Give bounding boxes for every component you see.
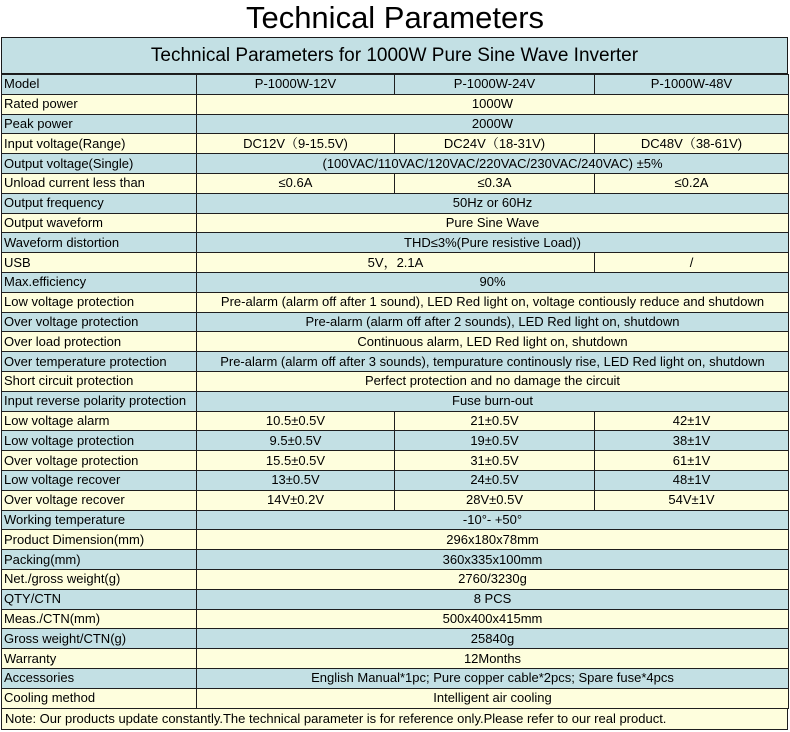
- row-label: Low voltage protection: [2, 292, 197, 312]
- row-label: Output voltage(Single): [2, 154, 197, 174]
- table-row: [2, 233, 789, 253]
- row-label: Warranty: [2, 649, 197, 669]
- table-row: [2, 470, 789, 490]
- table-row: [2, 352, 789, 372]
- row-label: Rated power: [2, 94, 197, 114]
- row-value: DC12V（9-15.5V): [197, 134, 395, 154]
- row-label: Net./gross weight(g): [2, 569, 197, 589]
- row-value: 13±0.5V: [197, 470, 395, 490]
- row-value: DC24V（18-31V): [395, 134, 595, 154]
- row-label: Input reverse polarity protection: [2, 391, 197, 411]
- row-value: DC48V（38-61V): [595, 134, 789, 154]
- table-row: [2, 332, 789, 352]
- row-label: Input voltage(Range): [2, 134, 197, 154]
- row-value: 19±0.5V: [395, 431, 595, 451]
- spec-table: [1, 74, 789, 709]
- row-value: ≤0.6A: [197, 173, 395, 193]
- row-label: Over voltage protection: [2, 312, 197, 332]
- table-row: [2, 649, 789, 669]
- table-row: [2, 688, 789, 708]
- table-row: [2, 490, 789, 510]
- table-row: [2, 292, 789, 312]
- table-row: [2, 668, 789, 688]
- table-row: [2, 134, 789, 154]
- table-row: [2, 312, 789, 332]
- row-label: Product Dimension(mm): [2, 530, 197, 550]
- row-value: 61±1V: [595, 451, 789, 471]
- row-value: 9.5±0.5V: [197, 431, 395, 451]
- row-value: 10.5±0.5V: [197, 411, 395, 431]
- row-label: Low voltage recover: [2, 470, 197, 490]
- row-label: QTY/CTN: [2, 589, 197, 609]
- table-row: [2, 609, 789, 629]
- row-value: 21±0.5V: [395, 411, 595, 431]
- row-label: Gross weight/CTN(g): [2, 629, 197, 649]
- row-value: 42±1V: [595, 411, 789, 431]
- row-label: Over voltage recover: [2, 490, 197, 510]
- table-row: [2, 510, 789, 530]
- table-row: [2, 154, 789, 174]
- row-label: Peak power: [2, 114, 197, 134]
- row-value: Intelligent air cooling: [197, 688, 789, 708]
- row-value: 12Months: [197, 649, 789, 669]
- row-value: 54V±1V: [595, 490, 789, 510]
- row-value: 28V±0.5V: [395, 490, 595, 510]
- table-row: [2, 629, 789, 649]
- row-value: 1000W: [197, 94, 789, 114]
- table-row: [2, 272, 789, 292]
- row-label: Packing(mm): [2, 550, 197, 570]
- row-label: Waveform distortion: [2, 233, 197, 253]
- header-12v: P-1000W-12V: [197, 75, 395, 95]
- row-value: 500x400x415mm: [197, 609, 789, 629]
- row-value: Pre-alarm (alarm off after 2 sounds), LED Red light on, shutdown: [197, 312, 789, 332]
- row-value: 2760/3230g: [197, 569, 789, 589]
- row-label: Over voltage protection: [2, 451, 197, 471]
- row-value: Fuse burn-out: [197, 391, 789, 411]
- table-row: [2, 589, 789, 609]
- table-row: [2, 193, 789, 213]
- row-value: 38±1V: [595, 431, 789, 451]
- row-label: Max.efficiency: [2, 272, 197, 292]
- row-value: 2000W: [197, 114, 789, 134]
- page-title: Technical Parameters: [245, 0, 545, 35]
- row-label: Over temperature protection: [2, 352, 197, 372]
- row-value: 25840g: [197, 629, 789, 649]
- row-value: 24±0.5V: [395, 470, 595, 490]
- header-48v: P-1000W-48V: [595, 75, 789, 95]
- header-model: Model: [2, 75, 197, 95]
- row-value: Continuous alarm, LED Red light on, shutdown: [197, 332, 789, 352]
- row-label: Cooling method: [2, 688, 197, 708]
- row-value: -10°- +50°: [197, 510, 789, 530]
- table-row: [2, 371, 789, 391]
- row-value: 31±0.5V: [395, 451, 595, 471]
- table-header-row: [2, 75, 789, 95]
- row-value: 48±1V: [595, 470, 789, 490]
- row-value: 296x180x78mm: [197, 530, 789, 550]
- table-row: [2, 173, 789, 193]
- row-label: USB: [2, 253, 197, 273]
- table-row: [2, 411, 789, 431]
- row-value: Pure Sine Wave: [197, 213, 789, 233]
- table-row: [2, 213, 789, 233]
- table-row: [2, 94, 789, 114]
- row-value: ≤0.3A: [395, 173, 595, 193]
- table-row: [2, 550, 789, 570]
- spec-table-body: [2, 75, 789, 709]
- row-label: Output frequency: [2, 193, 197, 213]
- row-value: Pre-alarm (alarm off after 3 sounds), tempurature continously rise, LED Red light on, shutdown: [197, 352, 789, 372]
- row-label: Short circuit protection: [2, 371, 197, 391]
- row-value: ≤0.2A: [595, 173, 789, 193]
- row-value: Perfect protection and no damage the circuit: [197, 371, 789, 391]
- row-value: Pre-alarm (alarm off after 1 sound), LED Red light on, voltage contiously reduce and shutdown: [197, 292, 789, 312]
- table-row: [2, 530, 789, 550]
- row-value: 15.5±0.5V: [197, 451, 395, 471]
- row-label: Low voltage protection: [2, 431, 197, 451]
- row-value: 8 PCS: [197, 589, 789, 609]
- row-value: 360x335x100mm: [197, 550, 789, 570]
- row-value: 90%: [197, 272, 789, 292]
- row-value: THD≤3%(Pure resistive Load)): [197, 233, 789, 253]
- footnote: Note: Our products update constantly.The technical parameter is for reference only.Please refer to our real product.: [1, 708, 788, 730]
- row-label: Low voltage alarm: [2, 411, 197, 431]
- row-label: Output waveform: [2, 213, 197, 233]
- row-label: Meas./CTN(mm): [2, 609, 197, 629]
- row-value: (100VAC/110VAC/120VAC/220VAC/230VAC/240VAC) ±5%: [197, 154, 789, 174]
- row-value: /: [595, 253, 789, 273]
- table-row: [2, 114, 789, 134]
- row-label: Working temperature: [2, 510, 197, 530]
- row-label: Accessories: [2, 668, 197, 688]
- table-row: [2, 253, 789, 273]
- row-value: 50Hz or 60Hz: [197, 193, 789, 213]
- row-value: 5V，2.1A: [197, 253, 595, 273]
- table-row: [2, 391, 789, 411]
- table-row: [2, 451, 789, 471]
- table-title: Technical Parameters for 1000W Pure Sine Wave Inverter: [1, 37, 788, 74]
- row-label: Over load protection: [2, 332, 197, 352]
- table-row: [2, 569, 789, 589]
- row-label: Unload current less than: [2, 173, 197, 193]
- table-row: [2, 431, 789, 451]
- row-value: English Manual*1pc; Pure copper cable*2pcs; Spare fuse*4pcs: [197, 668, 789, 688]
- row-value: 14V±0.2V: [197, 490, 395, 510]
- header-24v: P-1000W-24V: [395, 75, 595, 95]
